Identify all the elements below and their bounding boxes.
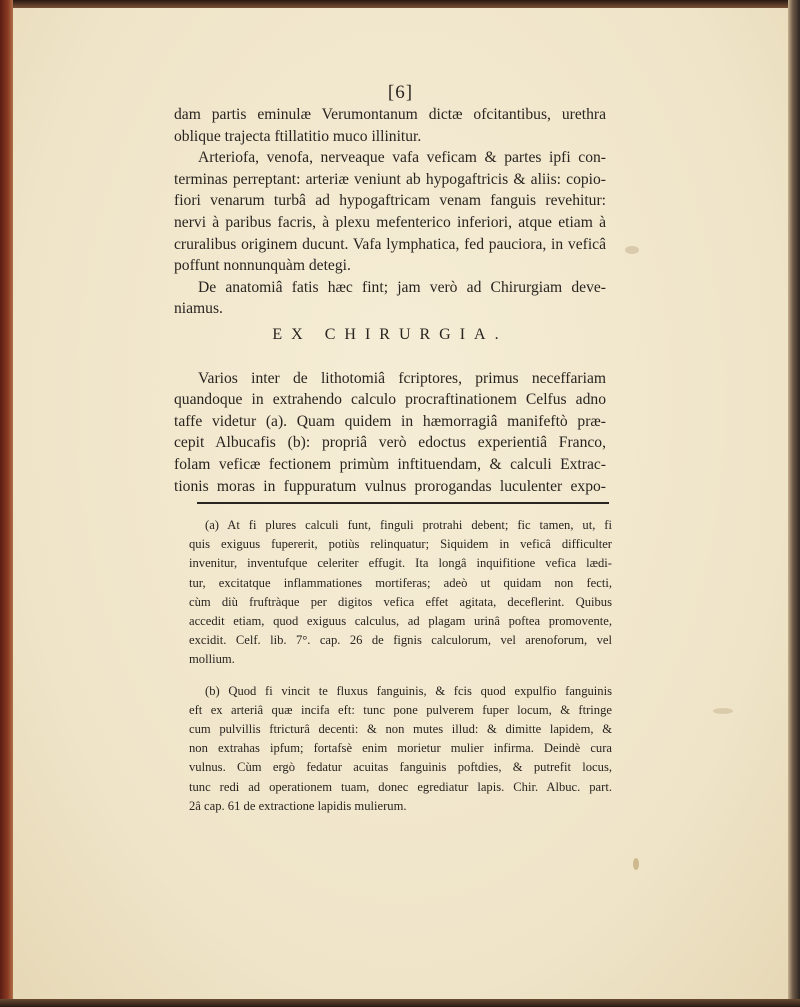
footnote-b	[189, 682, 612, 816]
text-line: niamus.	[174, 300, 223, 318]
footnote-line: accedit etiam, quod exiguus calculus, ad plagam urinâ poftea promovente,	[189, 614, 612, 629]
footnote-line: excidit. Celf. lib. 7°. cap. 26 de fignis calculorum, vel arenoforum, vel	[189, 633, 612, 648]
text-line: tionis moras in fuppuratum vulnus prorogandas luculenter expo-	[174, 477, 606, 495]
text-line: nervi à paribus facris, à plexu mefenterico inferiori, atque etiam à	[174, 213, 606, 231]
book-page	[13, 8, 788, 999]
book-binding-left	[0, 0, 13, 1007]
text-line: cepit Albucafis (b): propriâ verò edoctus experientiâ Franco,	[174, 434, 606, 452]
page-number: [6]	[387, 82, 414, 103]
text-line: oblique trajecta ftillatitio muco illinitur.	[174, 127, 422, 145]
footnote-line: mollium.	[189, 652, 235, 667]
text-line: fiori venarum turbâ ad hypogaftricam venam fanguis revehitur:	[174, 192, 606, 210]
text-line: Arteriofa, venofa, nerveaque vafa veficam & partes ipfi con-	[198, 149, 606, 167]
footnote-line: eft ex arteriâ quæ incifa eft: tunc pone pulverem fuper locum, & ftringe	[189, 702, 612, 717]
main-text	[174, 104, 606, 497]
footnote-line: (a) At fi plures calculi funt, finguli protrahi debent; fic tamen, ut, fi	[205, 518, 612, 532]
footnote-line: quis exiguus fupererit, potiùs relinquatur; Siquidem in veficâ difficulter	[189, 537, 612, 552]
footnote-line: cum pulvillis ftricturâ decenti: & non mutes illud: & dimitte lapidem, &	[189, 722, 612, 737]
text-line: terminas perreptant: arteriæ veniunt ab hypogaftricis & aliis: copio-	[174, 170, 606, 188]
footnote-a	[189, 516, 612, 670]
paper-stain	[713, 708, 733, 714]
paper-stain	[633, 858, 639, 870]
paper-stain	[625, 246, 639, 254]
footnotes	[189, 516, 612, 828]
text-line: folam veficæ fectionem primùm inftituendam, & calculi Extrac-	[174, 455, 606, 473]
footnote-line: cùm diù fruftràque per digitos vefica effet agitata, deceflerint. Quibus	[189, 594, 612, 609]
text-line: taffe videtur (a). Quam quidem in hæmorragiâ manifeftò præ-	[174, 412, 606, 430]
book-top-edge	[0, 0, 800, 8]
text-line: quandoque in extrahendo calculo procraftinationem Celfus adno	[174, 391, 606, 409]
book-bottom-edge	[0, 999, 800, 1007]
footnote-line: vulnus. Cùm ergò fedatur acuitas fanguinis poftdies, & putrefit locus,	[189, 760, 612, 775]
footnote-line: tunc redi ad operationem tuam, donec egrediatur lapis. Chir. Albuc. part.	[189, 779, 612, 794]
footnote-line: 2â cap. 61 de extractione lapidis mulierum.	[189, 798, 407, 813]
text-line: Varios inter de lithotomiâ fcriptores, primus neceffariam	[198, 369, 606, 387]
section-heading: EX CHIRURGIA.	[272, 325, 508, 343]
text-line: cruralibus originem ducunt. Vafa lymphatica, fed pauciora, in veficâ	[174, 235, 606, 253]
footnote-line: (b) Quod fi vincit te fluxus fanguinis, & fcis quod expulfio fanguinis	[205, 683, 612, 698]
footnote-line: invenitur, inventufque celeriter effugit. Ita longâ inquifitione vefica lædi-	[189, 556, 612, 571]
book-binding-right	[788, 0, 800, 1007]
footnote-line: tur, excitatque inflammationes mortiferas; adeò ut quidam non fecti,	[189, 575, 612, 590]
footnote-line: non extrahas ipfum; fortafsè enim morietur mulier infirma. Deindè cura	[189, 741, 612, 756]
text-line: poffunt nonnunquàm detegi.	[174, 257, 351, 275]
footnote-divider	[197, 502, 609, 504]
text-line: dam partis eminulæ Verumontanum dictæ ofcitantibus, urethra	[174, 106, 606, 123]
text-line: De anatomiâ fatis hæc fint; jam verò ad Chirurgiam deve-	[198, 278, 606, 296]
